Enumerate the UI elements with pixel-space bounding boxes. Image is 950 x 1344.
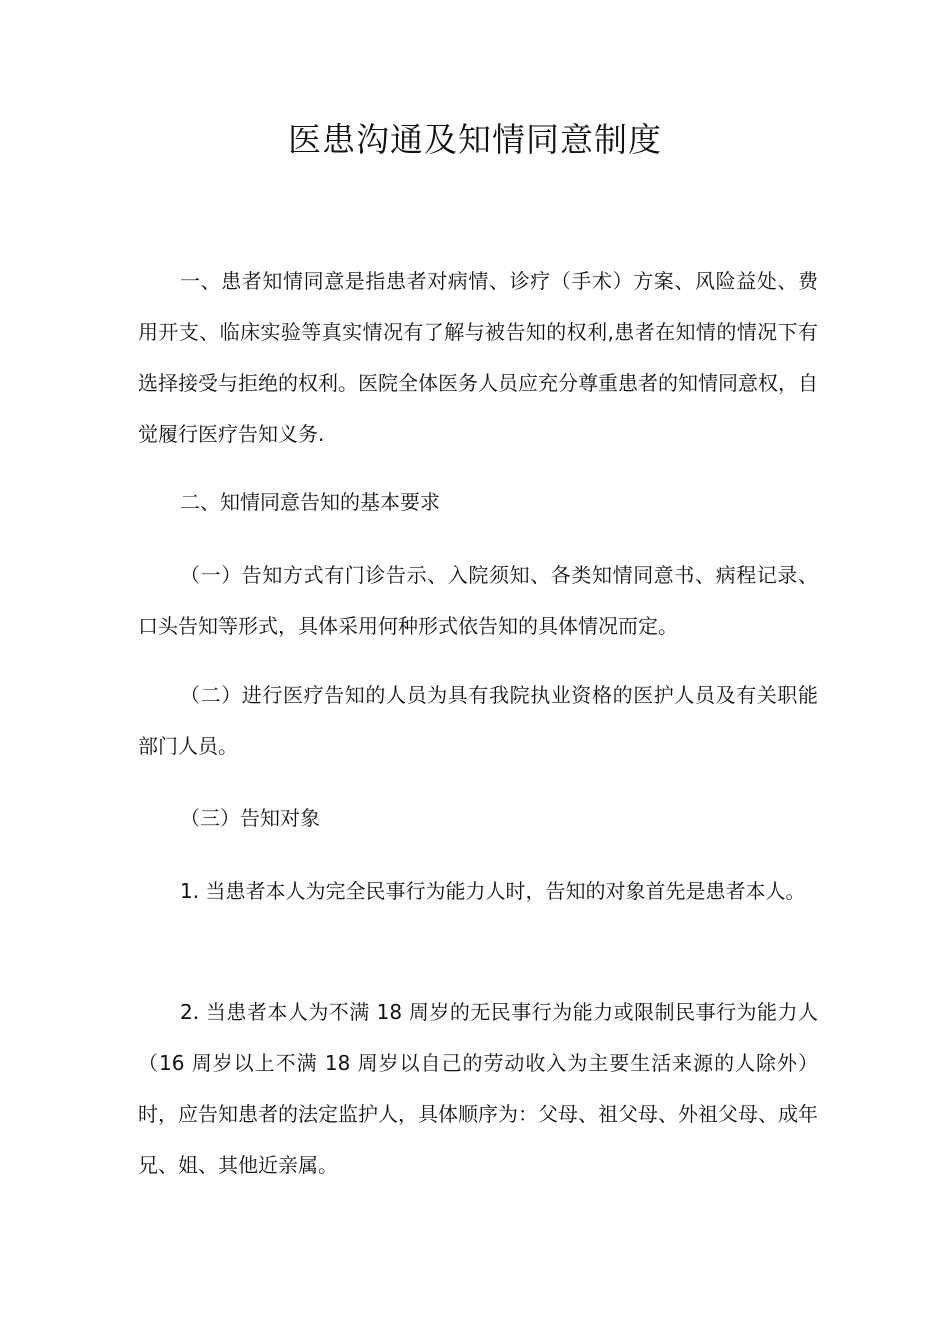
list-item-1: 1. 当患者本人为完全民事行为能力人时，告知的对象首先是患者本人。 (180, 879, 806, 903)
paragraph-notification-methods: （一）告知方式有门诊告示、入院须知、各类知情同意书、病程记录、口头告知等形式，具体采用何种形式依告知的具体情况而定。 (138, 563, 818, 638)
heading-basic-requirements: 二、知情同意告知的基本要求 (180, 490, 440, 514)
document-title: 医患沟通及知情同意制度 (288, 120, 662, 159)
list-item-2: 2. 当患者本人为不满 18 周岁的无民事行为能力或限制民事行为能力人（16 周岁以上不满 18 周岁以自己的劳动收入为主要生活来源的人除外）时，应告知患者的法定监护人，具体顺序为：父母、祖父母、外祖父母、成年兄、姐、其他近亲属。 (138, 1000, 818, 1177)
paragraph-patient-informed-consent: 一、患者知情同意是指患者对病情、诊疗（手术）方案、风险益处、费用开支、临床实验等真实情况有了解与被告知的权利,患者在知情的情况下有选择接受与拒绝的权利。医院全体医务人员应充分尊重患者的知情同意权，自觉履行医疗告知义务. (138, 269, 818, 446)
heading-notification-target: （三）告知对象 (180, 806, 320, 830)
paragraph-notifying-personnel: （二）进行医疗告知的人员为具有我院执业资格的医护人员及有关职能部门人员。 (138, 683, 818, 758)
